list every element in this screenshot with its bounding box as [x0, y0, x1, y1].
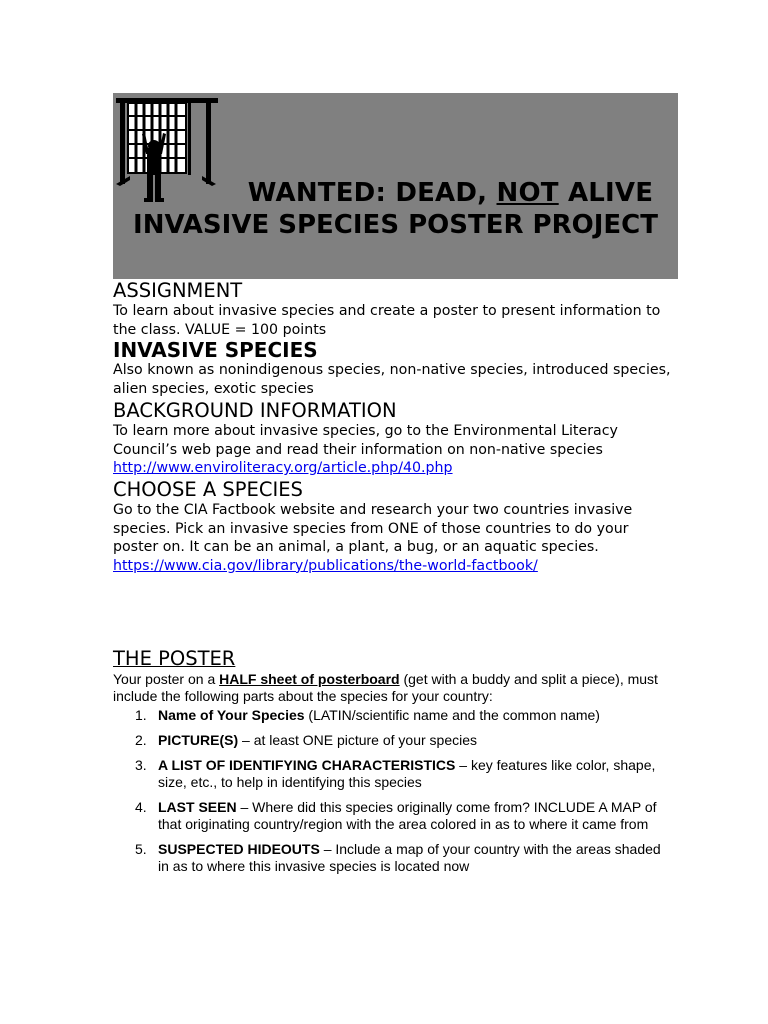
background-section: [113, 400, 673, 478]
list-item: 3. A LIST OF IDENTIFYING CHARACTERISTICS – key features like color, shape, size, etc., to help in identifying this species: [135, 757, 656, 790]
enviroliteracy-link[interactable]: http://www.enviroliteracy.org/article.php/40.php: [113, 460, 453, 477]
title-line-2: INVASIVE SPECIES POSTER PROJECT: [133, 210, 658, 240]
invasive-heading: INVASIVE SPECIES: [113, 338, 318, 362]
assignment-heading: ASSIGNMENT: [113, 279, 243, 302]
title-not-underlined: NOT: [496, 178, 559, 208]
choose-heading: CHOOSE A SPECIES: [113, 478, 303, 501]
invasive-section: [113, 339, 673, 398]
list-item: 4. LAST SEEN – Where did this species originally come from? INCLUDE A MAP of that originating country/region with the area colored in as to where it came from: [135, 799, 657, 832]
poster-heading: THE POSTER: [113, 647, 236, 670]
list-item: 1. Name of Your Species (LATIN/scientific name and the common name): [135, 707, 600, 723]
poster-intro: Your poster on a HALF sheet of posterboard (get with a buddy and split a piece), must include the following parts about the species for your country:: [113, 671, 658, 704]
background-text: To learn more about invasive species, go to the Environmental Literacy Council’s web page and read their information on non-native species: [113, 423, 618, 458]
background-heading: BACKGROUND INFORMATION: [113, 399, 397, 422]
poster-intro-bold: HALF sheet of posterboard: [219, 671, 400, 687]
assignment-section: [113, 280, 673, 339]
poster-requirements-list: [113, 707, 673, 883]
invasive-text: Also known as nonindigenous species, non-native species, introduced species, alien species, exotic species: [113, 362, 671, 397]
cia-factbook-link[interactable]: https://www.cia.gov/library/publications/the-world-factbook/: [113, 557, 538, 574]
assignment-text: To learn about invasive species and create a poster to present information to the class. VALUE = 100 points: [113, 303, 661, 338]
title-line-1: WANTED: DEAD, NOT ALIVE: [247, 178, 654, 208]
list-item: 2. PICTURE(S) – at least ONE picture of your species: [135, 732, 478, 748]
choose-section: [113, 479, 673, 575]
list-item: 5. SUSPECTED HIDEOUTS – Include a map of your country with the areas shaded in as to where this invasive species is located now: [135, 841, 661, 874]
choose-text: Go to the CIA Factbook website and research your two countries invasive species. Pick an invasive species from ONE of those countries to do your poster on. It can be an animal, a plant, a bug, or an aquatic species.: [113, 502, 633, 556]
